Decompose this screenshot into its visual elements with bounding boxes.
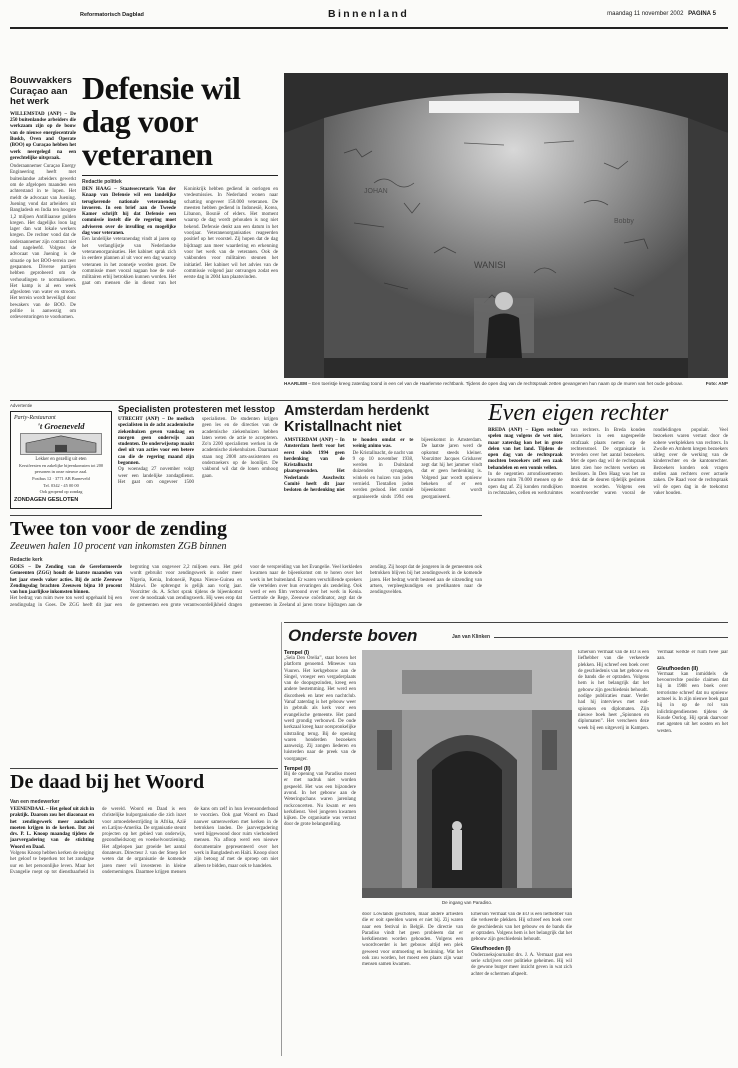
caption-text: – Een toeristje kreeg zaterdag toond in een cel van de Haarlemse rechtbank. Tijdens de open dag van de rechtspraak zetten gevangenen hun naam op de muren van het oude gebouw.: [306, 381, 683, 386]
onderste-body5: Onderzoeksjournalist drs. J. A. Vermaat gaat een serie schrijven over politieke geheimen. Hij wil de gewone burger meer inzicht geven in wat zich achter de schermen afspeelt.: [471, 952, 572, 977]
onderste-body1: „Sela Den Orelia”, staat boven het platform genoemd. Miteeuw van Vuuren. Het kerkgebouw aan de Singel, vroeger een vergaderplaats van de doopsgezinden, kreeg een andere bestemming. Het werd een discotheek en later een nachtclub. Vanaf zaterdag is het gebouw weer in gebruik als kerk voor een evangelische gemeente. Het pand werd grondig verbouwd. De oude kerkzaal kreeg haar oorspronkelijke uitstraling terug. Bij de opening waren honderden bezoekers aanwezig. Zij zongen liederen en luisterden naar de preek van de voorganger.: [284, 656, 356, 762]
zending-body: Het bedrag van ruim twee ton werd opgehaald bij een zendingsdag in Goes. De ZGG heeft dit jaar een begroting van ongeveer 2,2 miljoen euro. Het geld wordt gebruikt voor zendingswerk in onder meer Nigeria, Kenia, Indonesië, Papua Nieuw-Guinea en Malawi. De opbrengst is gelijk aan vorig jaar. Voorzitter ds. A. Schot sprak tijdens de bijeenkomst over de noodzaak van zendingswerk. Hij wees erop dat de gemeenten een grote verantwoordelijkheid dragen voor de verspreiding van het Evangelie. Veel kerkleden kwamen naar de bijeenkomst om te horen over het werk in het buitenland. Er waren verschillende sprekers die vertelden over hun ervaringen als zendeling. Ook werd er een film vertoond over het werk in Kenia. Gertrude de Rege, Zeeuwse coördinator, zegt dat de gemeenten in Zeeland al jaren trouw bijdragen aan de zending. Zij hoopt dat de jongeren in de gemeenten ook betrokken blijven bij het zendingswerk in de komende jaren. Het bedrag wordt besteed aan de uitzending van artsen, verpleegkundigen en predikanten naar de zendingsvelden.: [10, 565, 482, 608]
house-icon: [21, 434, 101, 454]
onderste-body3: door Lowlands geschoten, maar andere artiesten die er ooit speelden waren er niet bij. Zij waren naar een festival in België. De directie van Paradiso vindt het geen probleem dat er kerkdiensten worden gehouden. Volgens een woordvoerder is het gebouw altijd een plek geweest voor ontmoeting en bezinning. Wat het ook zou worden, het moest een plaats zijn waar mensen samen kwamen.: [362, 912, 463, 968]
article-defensie: [82, 72, 278, 396]
caption-credit: Foto: ANP: [705, 381, 728, 386]
paper-name: Reformatorisch Dagblad: [80, 12, 144, 18]
cell-graffiti-photo: [284, 73, 728, 378]
rule-zending: [10, 515, 482, 516]
caption-lead: HAARLEM: [284, 381, 307, 386]
ad-label: Advertentie: [10, 403, 33, 408]
specialisten-body: Op woensdag 27 november volgt weer een landelijke zondagdienst. Het gaat om ongeveer 1500 specialisten. De studenten krijgen geen les en de directies van de academische ziekenhuizen hebben laten weten de actie te accepteren. Zo'n 2200 specialisten werken in de academische ziekenhuizen. Daarnaast staan nog 2000 arts-assistenten en onderzoekers op de loonlijst. De vakbond wil dat de lonen omhoog gaan.: [118, 417, 278, 485]
ad-building-illustration: [20, 433, 102, 455]
ad-tagline: Lekker en gezellig uit eten: [35, 456, 87, 462]
daad-body: Volgens Knoop hebben kerken de neiging het geloof te beperken tot het zondagse uur en het persoonlijke leven. Maar het Evangelie roept op tot dienstbaarheid in de wereld. Woord en Daad is een christelijke hulporganisatie die zich inzet voor armoedebestrijding in Afrika, Azië en Latijns-Amerika. De organisatie steunt projecten op het gebied van onderwijs, gezondheidszorg en voedselvoorziening. Het afgelopen jaar groeide het aantal donateurs. Directeur J. van der Stoep liet weten dat de organisatie de komende jaren meer wil investeren in kleine ondernemingen. Daarmee krijgen mensen de kans om zelf in hun levensonderhoud te voorzien. Ook gaat Woord en Daad nauwer samenwerken met kerken in de betrokken landen. De jaarvergadering werd bijgewoond door ruim vierhonderd mensen. Na afloop werd een nieuwe documentaire gepresenteerd over het werk in Bangladesh en Haïti. Knoop sloot zijn betoog af met de oproep om niet alleen te bidden, maar ook te handelen.: [10, 807, 278, 875]
onderste-body7: Vermaat kan inmiddels de bevoorrechte positie claimen dat hij in 1988 een boek over terrorisme schreef dat nu opnieuw actueel is. In zijn nieuwe boek gaat hij in op de rol van inlichtingendiensten tijdens de Koude Oorlog. Hij sprak daarvoor met agenten uit het oosten en het westen.: [657, 671, 728, 734]
article-specialisten: [118, 404, 278, 512]
onderste-body4: Emerson Vermaat van de EO is een liefhebber van die verkeerde plekken. Hij schreef een boek over de geschiedenis van het gebouw en de bands die er optraden. Volgens hem is het belangrijk dat het gebouw zijn geschiedenis behoudt.: [471, 912, 572, 943]
defensie-rule: [82, 175, 278, 176]
ad-extra: Ook geopend op zondag: [39, 489, 83, 495]
defensie-lead: DEN HAAG – Staatssecretaris Van der Knaap van Defensie wil een landelijke terugkerende nationale veteranendag invoeren. In een brief aan de Tweede Kamer schrijft hij dat Defensie een commissie instelt die de regering moet adviseren over de invulling en mogelijke dag voor veteranen.: [82, 187, 176, 237]
ad-address: Postbus 12 · 3771 AB Barneveld: [32, 476, 90, 482]
eigen-lead: BREDA (ANP) – Eigen rechter spelen mag volgens de wet niet, maar zaterdag kon het in grote delen van het land. Tijdens de open dag van de rechtspraak mochten bezoekers zelf een zaak behandelen en een vonnis vellen.: [488, 428, 563, 471]
svg-text:Bobby: Bobby: [614, 218, 634, 225]
amsterdam-title: Amsterdam herdenkt Kristallnacht niet: [284, 404, 430, 435]
ad-details: Kerstfeesten en zakelijke bijeenkomsten tot 200 personen in onze nieuwe zaal.: [18, 462, 104, 475]
specialisten-lead: UTRECHT (ANP) – De medisch specialisten in de acht academische ziekenhuizen geven vandaag en morgen geen onderwijs aan studenten. De onderwijsstop maakt deel uit van acties voor een betere cao die de regering maand zijn begonnen.: [118, 417, 194, 467]
onderste-under-photo: [362, 912, 572, 1056]
advertisement: [10, 403, 112, 511]
daad-columns: [10, 807, 278, 1055]
onderste-sub1: Tempel (I): [284, 650, 310, 656]
ad-footer: ZONDAGEN GESLOTEN: [14, 497, 79, 504]
zending-title: Twee ton voor de zending: [10, 518, 228, 540]
daad-title: De daad bij het Woord: [10, 771, 205, 793]
specialisten-title: Specialisten protesteren met lesstop: [118, 404, 276, 414]
bouwvakkers-lead: WILLEMSTAD (ANP) – De 250 buitenlandse arbeiders die werkzaam zijn op de bouw van de nieuwe energiecentrale Buskb, Oven and Operate (BOO) op Curaçao hebben het werk neergelegd na een gerechtelijke uitspraak.: [10, 111, 76, 161]
svg-text:WANISI: WANISI: [474, 260, 506, 270]
daad-byline: Van een medewerker: [10, 799, 60, 805]
onderste-title: Onderste boven: [288, 626, 418, 645]
onderste-right: [578, 650, 728, 1056]
page-header: [10, 8, 728, 24]
paradiso-caption: De ingang van Paradiso.: [441, 900, 493, 905]
ad-box: [10, 411, 112, 509]
onderste-body2: Bij de opening van Paradiso moest er met nadruk niet worden gespeeld. Het was een bijzondere avond. In het gebouw aan de Weteringschans waren jarenlang rockconcerten. Nu kwam er een kerkdienst. Veel jongeren kwamen kijken. De organisatie was verrast door de grote belangstelling.: [284, 772, 356, 828]
article-bouwvakkers: [10, 76, 76, 396]
amsterdam-columns: [284, 438, 482, 511]
paradiso-entrance-photo: [362, 650, 572, 898]
bouwvakkers-title: Bouwvakkers Curaçao aan het werk: [10, 76, 72, 108]
eigen-body: In de negentien arrondissementen kwamen ruim 70.000 mensen op de open dag af. Zij konden rondkijken in rechtszalen, cellen en werkruimtes van rechters. In Breda konden bezoekers in een nagespeelde strafzaak plaats nemen op de rechtersstoel. De organisatie is tevreden over het aantal bezoekers. Met de open dag wil de rechtspraak laten zien hoe rechters werken en beslissen. In Den Haag was het zo druk dat de deuren tijdelijk gesloten moesten worden. Volgens een woordvoerder waren vooral de rondleidingen populair. Veel bezoekers waren verrast door de sobere werkplekken van rechters. In Zwolle en Arnhem kregen bezoekers uitleg over de werking van de kinderrechter en de kantonrechter. Bezoekers konden ook vragen stellen aan rechters over actuele zaken. De Raad voor de rechtspraak wil de open dag in de toekomst vaker houden.: [488, 428, 728, 496]
article-amsterdam: [284, 404, 482, 512]
svg-text:JOHAN: JOHAN: [364, 188, 388, 195]
zending-subtitle: Zeeuwen halen 10 procent van inkomsten ZGB binnen: [10, 541, 227, 552]
eigen-title: Even eigen rechter: [488, 400, 669, 426]
paradiso-photo: [362, 650, 572, 898]
ad-brand: 't Groeneveld: [37, 420, 85, 431]
defensie-byline: Redactie politiek: [82, 179, 122, 185]
onderste-sub4: Gleufhoeden (II): [657, 665, 699, 672]
rule-daad: [10, 768, 278, 769]
ad-name: Party-Restaurant: [14, 414, 56, 421]
amsterdam-lead: AMSTERDAM (ANP) – In Amsterdam heeft voor het eerst sinds 1994 geen herdenking van de Kristallnacht plaatsgevonden. Het Nederlands Auschwitz Comité heeft dit jaar besloten de herdenking niet te houden omdat er te weinig animo was.: [284, 438, 414, 494]
page-number: 5: [712, 11, 716, 17]
header-rule: [10, 27, 728, 29]
rule-onderste: [284, 622, 728, 623]
onderste-body4-right: Emerson Vermaat van de EO is een liefhebber van die verkeerde plekken. Hij schreef een boek over de geschiedenis van het gebouw en de bands die er optraden. Volgens hem is het belangrijk dat het gebouw zijn geschiedenis behoudt.: [578, 650, 649, 693]
section-title: Binnenland: [328, 8, 410, 20]
main-photo: [284, 73, 728, 378]
bouwvakkers-body: Onderaannemer Curaçao Energy Engineering heeft met buitenlandse arbeiders gewerkt om de afgelopen maanden een achterstand in te lopen. Het meldt de advocaat van Juening. Juening vond dat arbeiders uit Bangladesh en India ten hoogste 1,2 miljoen Antilliaanse gulden kregen. Het dagelijks loon lag lager dan wat lokale werkers kregen. De rechter vond dat de onderaannemer zijn contract niet had nageleefd. Volgens de advocaat van Juening is de situatie op het BOO-terrein zeer gespannen. Diverse partijen hebben geprobeerd om de verhoudingen te normaliseren. Het kamp is al een week afgesloten van water en stroom. Het terrein wordt beveiligd door bewakers van de BOO. De politie is aanwezig om ordeverstoringen te voorkomen.: [10, 164, 76, 321]
zending-byline: Redactie kerk: [10, 557, 43, 563]
article-daad: [10, 771, 278, 1056]
page-label: PAGINA: [688, 11, 711, 17]
amsterdam-body: De Kristallnacht, de nacht van 9 op 10 november 1938, werden in Duitsland duizenden synagogen, winkels en huizen van joden vernield. Tientallen joden werden gedood. Het comité organiseerde sinds 1994 een bijeenkomst in Amsterdam. De laatste jaren werd de opkomst steeds kleiner. Voorzitter Jacques Grishaver zegt dat hij het jammer vindt dat er geen herdenking is. Volgend jaar wordt opnieuw bekeken of er een bijeenkomst wordt georganiseerd.: [352, 438, 482, 500]
specialisten-columns: [118, 417, 278, 509]
onderste-sub3: Gleufhoeden (I): [471, 946, 511, 953]
defensie-body: Een landelijke veteranendag vindt al jaren op het verlanglijstje van Nederlandse veteranenorganisaties. Het kabinet sprak zich in eerdere plannen al uit voor een dag waarop veteranen in het zonnetje worden gezet. De commissie moet vooral nagaan hoe de oud-militairen erbij betrokken kunnen worden. Het gaat om mensen die in dienst van het Koninkrijk hebben gediend in oorlogen en vredesmissies. In Nederland wonen naar schatting ongeveer 150.000 veteranen. De meesten hebben gediend in Indonesië, Korea, Libanon, Bosnië of elders. Het moment waarop de dag wordt gehouden is nog niet bekend. Defensie denkt aan een datum in het voorjaar. Veteranenorganisaties reageerden positief op het voorstel. Zij hopen dat de dag bijdraagt aan meer waardering en erkenning voor het werk van de veteranen. Ook de vakbonden voor militairen steunen het initiatief. Het kabinet wil het advies van de commissie volgend jaar ontvangen zodat een eerste dag in 2004 kan plaatsvinden.: [82, 187, 278, 287]
onderste-heading: [284, 624, 728, 646]
onderste-body6: nodige publicaties maar. Verder had hij interviews met oud-spionnen en diplomaten. Zijn nieuwe boek heet „Spionnen en diplomaten”. Het verscheen deze week bij een uitgeverij in Kampen. Vermaat werkte er ruim twee jaar aan.: [578, 650, 728, 731]
article-eigen-rechter: [488, 400, 728, 618]
daad-lead: VEENENDAAL – Het geloof uit zich in praktijk. Daarom zou het diaconaat en het zendingswerk meer aandacht moeten krijgen in de kerken. Dat zei drs. P. L. Knoop maandag tijdens de jaarvergadering van de stichting Woord en Daad.: [10, 807, 94, 850]
defensie-columns: [82, 187, 278, 396]
onderste-heading-rule: [494, 637, 728, 638]
zending-lead: GOES – De Zending van de Gereformeerde Gemeenten (ZGG) houdt de laatste maanden van het jaar steeds vaker acties. Bij de actie Zeeuwse Zendingsdag brachten Zeeuwen bijna 10 procent van hun jaarlijkse inkomsten binnen.: [10, 565, 122, 596]
ad-phone: Tel. 0342 - 45 00 00: [43, 482, 79, 488]
onderste-byline: Jan van Klinken: [452, 634, 491, 640]
main-photo-caption: [284, 381, 728, 395]
onderste-sub2: Tempel (II): [284, 766, 311, 773]
defensie-title: Defensie wil dag voor veteranen: [82, 72, 241, 172]
onderste-col1: [284, 650, 356, 1056]
date-text: maandag 11 november 2002: [607, 11, 684, 17]
eigen-columns: [488, 428, 728, 616]
page-date: [607, 11, 716, 17]
column-divider: [281, 622, 282, 1056]
